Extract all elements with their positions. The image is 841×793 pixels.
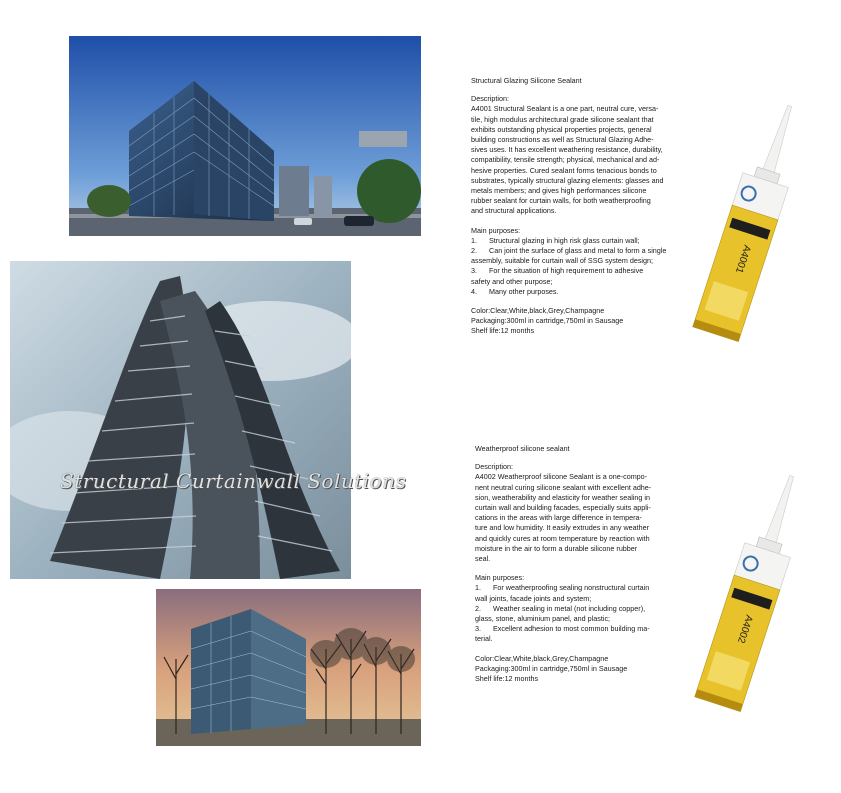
color-info: Color:Clear,White,black,Grey,Champagne — [471, 306, 605, 316]
description-label: Description: — [475, 462, 513, 472]
description-line: and structural applications. — [471, 206, 557, 216]
description-line: building constructions as well as Structural Glazing Adhe- — [471, 135, 654, 145]
product-a4001-text — [471, 76, 701, 337]
purpose-item: 4. Many other purposes. — [471, 286, 559, 296]
description-line: rubber sealant for curtain walls, for both weatherproofing — [471, 196, 651, 206]
description-line: hesive properties. Cured sealant forms tenacious bonds to — [471, 165, 657, 175]
description-line: tile, high modulus architectural grade silicone sealant that — [471, 114, 654, 124]
description-line: substrates, typically structural glazing elements: glasses and — [471, 175, 664, 185]
description-line: ture and low humidity. It easily extrudes in any weather — [475, 523, 650, 533]
description-line: exhibits outstanding physical properties projects, general — [471, 124, 652, 134]
purpose-item: 1. Structural glazing in high risk glass curtain wall; — [471, 235, 640, 245]
a4001-cartridge-image — [688, 100, 816, 345]
purpose-item-continued: assembly, suitable for curtain wall of SSG system design; — [471, 256, 654, 266]
purpose-item: 3. Excellent adhesion to most common building ma- — [475, 624, 650, 634]
watermark-text: Structural Curtainwall Solutions — [60, 469, 407, 493]
purpose-item-continued: glass, stone, aluminium panel, and plastic; — [475, 614, 611, 624]
dusk-building-photo — [156, 589, 421, 746]
description-line: nent neutral curing silicone sealant with excellent adhe- — [475, 482, 652, 492]
description-line: seal. — [475, 554, 491, 564]
product-a4001-title: Structural Glazing Silicone Sealant — [471, 76, 582, 85]
shelf-life-info: Shelf life:12 months — [475, 674, 539, 684]
purpose-item-continued: wall joints, facade joints and system; — [475, 593, 592, 603]
description-paragraph — [475, 472, 705, 564]
a4002-cartridge-image — [690, 470, 818, 715]
a4002-tube-code: A4002 — [734, 613, 755, 645]
a4001-tube-code: A4001 — [732, 243, 753, 275]
description-line: A4001 Structural Sealant is a one part, neutral cure, versa- — [471, 104, 659, 114]
description-line: moisture in the air to form a durable silicone rubber — [475, 543, 638, 553]
product-a4002-title: Weatherproof silicone sealant — [475, 444, 570, 453]
purposes-label: Main purposes: — [475, 573, 525, 583]
packaging-info: Packaging:300ml in cartridge,750ml in Sausage — [475, 663, 628, 673]
purpose-item-continued: terial. — [475, 634, 493, 644]
office-building-photo — [69, 36, 421, 236]
purpose-item: 3. For the situation of high requirement to adhesive — [471, 266, 644, 276]
description-line: compatibility, tensile strength; physical, mechanical and ad- — [471, 155, 660, 165]
purpose-item-continued: safety and other purpose; — [471, 276, 553, 286]
shelf-life-info: Shelf life:12 months — [471, 326, 535, 336]
purpose-item: 1. For weatherproofing sealing nonstructural curtain — [475, 583, 650, 593]
packaging-info: Packaging:300ml in cartridge,750ml in Sausage — [471, 316, 624, 326]
description-label: Description: — [471, 94, 509, 104]
color-info: Color:Clear,White,black,Grey,Champagne — [475, 653, 609, 663]
product-a4002-text — [475, 444, 705, 684]
description-line: sion, weatherability and elasticity for weather sealing in — [475, 492, 650, 502]
purpose-item: 2. Can joint the surface of glass and metal to form a single — [471, 246, 667, 256]
description-line: metals members; and gives high performances silicone — [471, 186, 647, 196]
description-line: sives uses. It has excellent weathering resistance, durability, — [471, 145, 663, 155]
description-line: A4002 Weatherproof silicone Sealant is a one-compo- — [475, 472, 648, 482]
description-line: cations in the areas with large difference in tempera- — [475, 513, 642, 523]
description-line: and quickly cures at room temperature by reaction with — [475, 533, 650, 543]
twisted-tower-photo — [10, 261, 351, 579]
purposes-label: Main purposes: — [471, 225, 521, 235]
purpose-item: 2. Weather sealing in metal (not including copper), — [475, 603, 646, 613]
description-line: curtain wall and building facades, especially suits appli- — [475, 503, 651, 513]
description-paragraph — [471, 104, 701, 216]
